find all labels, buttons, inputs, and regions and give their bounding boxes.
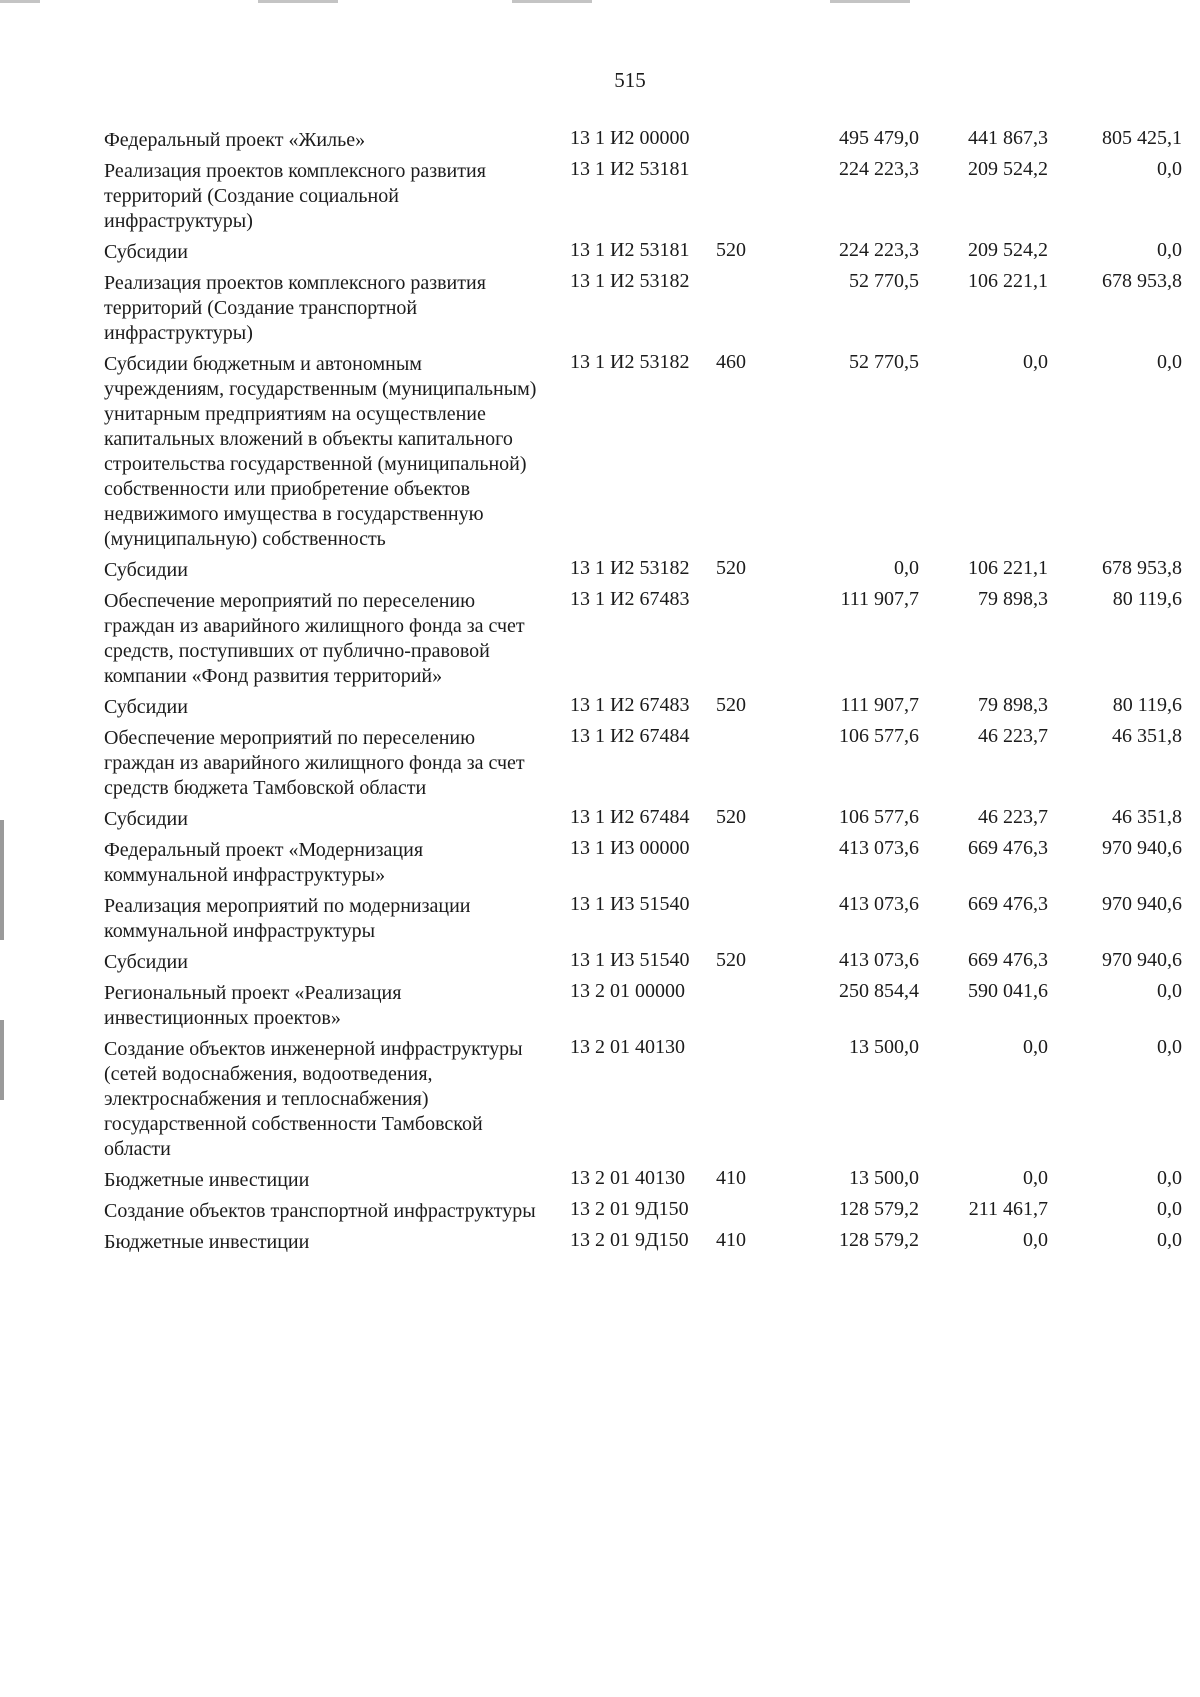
row-description: Субсидии бюджетным и автономным учреждениям, государственным (муниципальным) унитарным предприятиям на осуществление капитальных вложений в объекты капитального строительства государственной (муниципальной) собственности или приобретение объектов недвижимого имущества в государственную (муниципальную) собственность [104, 353, 537, 550]
amount-year-2: 441 867,3 [968, 127, 1048, 149]
amount-year-1: 106 577,6 [839, 806, 919, 828]
amount-year-3: 970 940,6 [1102, 893, 1182, 915]
row-description: Создание объектов транспортной инфраструктуры [104, 1200, 536, 1222]
amount-year-2: 46 223,7 [978, 725, 1048, 747]
budget-code: 13 2 01 9Д150 [570, 1198, 689, 1220]
budget-code: 13 1 И3 00000 [570, 837, 690, 859]
amount-year-3: 46 351,8 [1112, 806, 1182, 828]
budget-code: 13 1 И2 00000 [570, 127, 690, 149]
table-row [104, 1198, 1182, 1224]
table-row [104, 239, 1182, 265]
row-description: Федеральный проект «Модернизация коммунальной инфраструктуры» [104, 839, 424, 886]
table-row [104, 1036, 1182, 1162]
amount-year-3: 970 940,6 [1102, 949, 1182, 971]
row-description: Субсидии [104, 808, 188, 830]
row-description: Субсидии [104, 559, 188, 581]
budget-code: 13 1 И2 67484 [570, 725, 690, 747]
amount-year-1: 13 500,0 [849, 1036, 919, 1058]
amount-year-3: 678 953,8 [1102, 557, 1182, 579]
amount-year-2: 106 221,1 [968, 270, 1048, 292]
table-row [104, 588, 1182, 689]
row-description: Бюджетные инвестиции [104, 1169, 310, 1191]
amount-year-2: 209 524,2 [968, 158, 1048, 180]
amount-year-2: 0,0 [1023, 1167, 1048, 1189]
amount-year-1: 111 907,7 [840, 694, 919, 716]
expense-type-code: 410 [716, 1229, 746, 1251]
amount-year-1: 495 479,0 [839, 127, 919, 149]
amount-year-1: 224 223,3 [839, 239, 919, 261]
budget-code: 13 1 И2 53182 [570, 557, 690, 579]
row-description: Федеральный проект «Жилье» [104, 129, 366, 151]
amount-year-1: 111 907,7 [840, 588, 919, 610]
amount-year-1: 224 223,3 [839, 158, 919, 180]
amount-year-2: 79 898,3 [978, 694, 1048, 716]
amount-year-2: 0,0 [1023, 351, 1048, 373]
amount-year-3: 0,0 [1157, 980, 1182, 1002]
budget-code: 13 1 И3 51540 [570, 949, 690, 971]
amount-year-2: 669 476,3 [968, 837, 1048, 859]
expense-type-code: 520 [716, 694, 746, 716]
table-row [104, 127, 1182, 153]
scan-speck [512, 0, 592, 3]
expense-type-code: 520 [716, 239, 746, 261]
row-description: Реализация проектов комплексного развития территорий (Создание транспортной инфраструктуры) [104, 272, 486, 344]
row-description: Региональный проект «Реализация инвестиционных проектов» [104, 982, 402, 1029]
amount-year-3: 0,0 [1157, 1229, 1182, 1251]
amount-year-1: 128 579,2 [839, 1198, 919, 1220]
amount-year-1: 413 073,6 [839, 893, 919, 915]
budget-code: 13 2 01 40130 [570, 1036, 685, 1058]
amount-year-1: 52 770,5 [849, 351, 919, 373]
budget-code: 13 1 И2 53181 [570, 158, 690, 180]
amount-year-2: 79 898,3 [978, 588, 1048, 610]
amount-year-1: 413 073,6 [839, 837, 919, 859]
amount-year-2: 0,0 [1023, 1229, 1048, 1251]
amount-year-3: 46 351,8 [1112, 725, 1182, 747]
row-description: Субсидии [104, 696, 188, 718]
budget-code: 13 1 И2 53182 [570, 351, 690, 373]
table-row [104, 980, 1182, 1031]
row-description: Реализация мероприятий по модернизации коммунальной инфраструктуры [104, 895, 471, 942]
amount-year-2: 669 476,3 [968, 893, 1048, 915]
budget-code: 13 1 И2 53181 [570, 239, 690, 261]
budget-code: 13 1 И2 53182 [570, 270, 690, 292]
amount-year-1: 413 073,6 [839, 949, 919, 971]
amount-year-3: 0,0 [1157, 158, 1182, 180]
amount-year-1: 106 577,6 [839, 725, 919, 747]
amount-year-2: 106 221,1 [968, 557, 1048, 579]
row-description: Создание объектов инженерной инфраструктуры (сетей водоснабжения, водоотведения, электроснабжения и теплоснабжения) государственной собственности Тамбовской области [104, 1038, 523, 1160]
scan-edge-mark [0, 1020, 4, 1100]
table-row [104, 949, 1182, 975]
budget-table [104, 127, 1182, 1261]
amount-year-3: 0,0 [1157, 1198, 1182, 1220]
budget-code: 13 1 И2 67483 [570, 588, 690, 610]
amount-year-2: 669 476,3 [968, 949, 1048, 971]
table-row [104, 1167, 1182, 1193]
budget-code: 13 1 И2 67484 [570, 806, 690, 828]
table-row [104, 158, 1182, 234]
expense-type-code: 520 [716, 949, 746, 971]
expense-type-code: 520 [716, 557, 746, 579]
budget-code: 13 1 И2 67483 [570, 694, 690, 716]
amount-year-2: 590 041,6 [968, 980, 1048, 1002]
table-row [104, 351, 1182, 552]
table-row [104, 1229, 1182, 1255]
amount-year-2: 0,0 [1023, 1036, 1048, 1058]
budget-code: 13 2 01 40130 [570, 1167, 685, 1189]
amount-year-3: 0,0 [1157, 1036, 1182, 1058]
amount-year-3: 970 940,6 [1102, 837, 1182, 859]
budget-code: 13 1 И3 51540 [570, 893, 690, 915]
row-description: Субсидии [104, 241, 188, 263]
scan-speck [258, 0, 338, 3]
expense-type-code: 520 [716, 806, 746, 828]
table-row [104, 557, 1182, 583]
amount-year-2: 209 524,2 [968, 239, 1048, 261]
table-row [104, 694, 1182, 720]
scan-speck [830, 0, 910, 3]
amount-year-1: 13 500,0 [849, 1167, 919, 1189]
amount-year-3: 80 119,6 [1112, 588, 1182, 610]
scan-edge-mark [0, 820, 4, 940]
amount-year-3: 0,0 [1157, 239, 1182, 261]
amount-year-3: 80 119,6 [1112, 694, 1182, 716]
row-description: Реализация проектов комплексного развития территорий (Создание социальной инфраструктуры) [104, 160, 486, 232]
table-row [104, 806, 1182, 832]
amount-year-1: 0,0 [894, 557, 919, 579]
amount-year-1: 128 579,2 [839, 1229, 919, 1251]
table-row [104, 725, 1182, 801]
expense-type-code: 410 [716, 1167, 746, 1189]
amount-year-3: 0,0 [1157, 351, 1182, 373]
table-row [104, 837, 1182, 888]
scan-speck [0, 0, 40, 3]
amount-year-3: 805 425,1 [1102, 127, 1182, 149]
amount-year-1: 52 770,5 [849, 270, 919, 292]
budget-code: 13 2 01 00000 [570, 980, 685, 1002]
amount-year-3: 678 953,8 [1102, 270, 1182, 292]
row-description: Обеспечение мероприятий по переселению граждан из аварийного жилищного фонда за счет средств бюджета Тамбовской области [104, 727, 525, 799]
expense-type-code: 460 [716, 351, 746, 373]
amount-year-2: 46 223,7 [978, 806, 1048, 828]
table-row [104, 893, 1182, 944]
row-description: Бюджетные инвестиции [104, 1231, 310, 1253]
row-description: Обеспечение мероприятий по переселению граждан из аварийного жилищного фонда за счет средств, поступивших от публично-правовой компании «Фонд развития территорий» [104, 590, 525, 687]
table-row [104, 270, 1182, 346]
row-description: Субсидии [104, 951, 188, 973]
amount-year-2: 211 461,7 [968, 1198, 1048, 1220]
amount-year-1: 250 854,4 [839, 980, 919, 1002]
amount-year-3: 0,0 [1157, 1167, 1182, 1189]
page-number: 515 [614, 68, 646, 92]
budget-code: 13 2 01 9Д150 [570, 1229, 689, 1251]
